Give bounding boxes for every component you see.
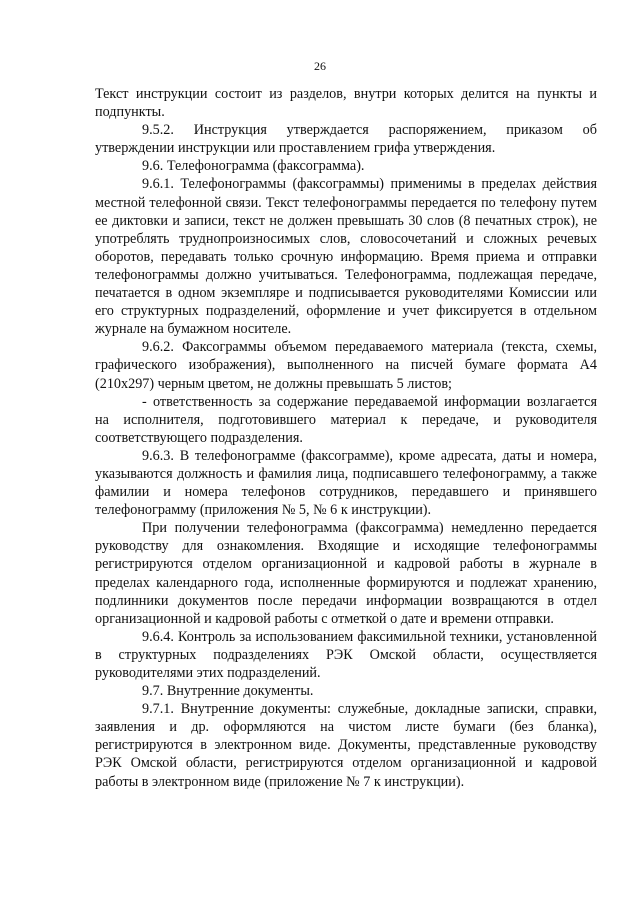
list-item: - ответственность за содержание передаваемой информации возлагается на исполнителя, подготовившего материал к передаче, и руководителя соответствующего подразделения. [95,393,597,446]
section-heading: 9.6. Телефонограмма (факсограмма). [142,158,365,175]
section-heading: 9.7. Внутренние документы. [142,683,314,700]
paragraph: 9.7.1. Внутренние документы: служебные, докладные записки, справки, заявления и др. оформляются на чистом листе бумаги (без бланка), регистрируются в электронном виде. Документы, представленные руководству РЭК Омской области, регистрируются отделом организационной и кадровой работы в электронном виде (приложение № 7 к инструкции). [95,701,597,790]
page-number: 26 [314,59,326,73]
paragraph: Текст инструкции состоит из разделов, внутри которых делится на пункты и подпункты. [95,86,597,121]
paragraph: 9.6.4. Контроль за использованием факсимильной техники, установленной в структурных подразделениях РЭК Омской области, осуществляется руководителями этих подразделений. [95,628,597,681]
paragraph: При получении телефонограмма (факсограмма) немедленно передается руководству для ознакомления. Входящие и исходящие телефонограммы регистрируются отделом организационной и кадровой работы в журнале в пределах календарного года, исполненные формируются и подлежат хранению, подлинники документов после передачи информации возвращаются в отдел организационной и кадровой работы с отметкой о дате и времени отправки. [95,520,597,627]
document-body [95,85,597,791]
paragraph: 9.6.1. Телефонограммы (факсограммы) применимы в пределах действия местной телефонной связи. Текст телефонограммы передается по телефону путем ее диктовки и записи, текст не должен превышать 30 слов (8 печатных строк), не употреблять труднопроизносимых слов, словосочетаний и сложных речевых оборотов, передавать только срочную информацию. Время приема и отправки телефонограммы должно учитываться. Телефонограмма, подлежащая передаче, печатается в одном экземпляре и подписывается руководителями Комиссии или его структурных подразделений, оформление и учет фиксируется в отдельном журнале на бумажном носителе. [95,176,597,338]
paragraph: 9.6.3. В телефонограмме (факсограмме), кроме адресата, даты и номера, указываются должность и фамилия лица, подписавшего телефонограмму, а также фамилии и номера телефонов сотрудников, передавшего и принявшего телефонограмму (приложения № 5, № 6 к инструкции). [95,447,597,519]
paragraph: 9.5.2. Инструкция утверждается распоряжением, приказом об утверждении инструкции или проставлением грифа утверждения. [95,122,597,157]
paragraph: 9.6.2. Факсограммы объемом передаваемого материала (текста, схемы, графического изображения), выполненного на писчей бумаге формата А4 (210х297) черным цветом, не должны превышать 5 листов; [95,339,597,392]
